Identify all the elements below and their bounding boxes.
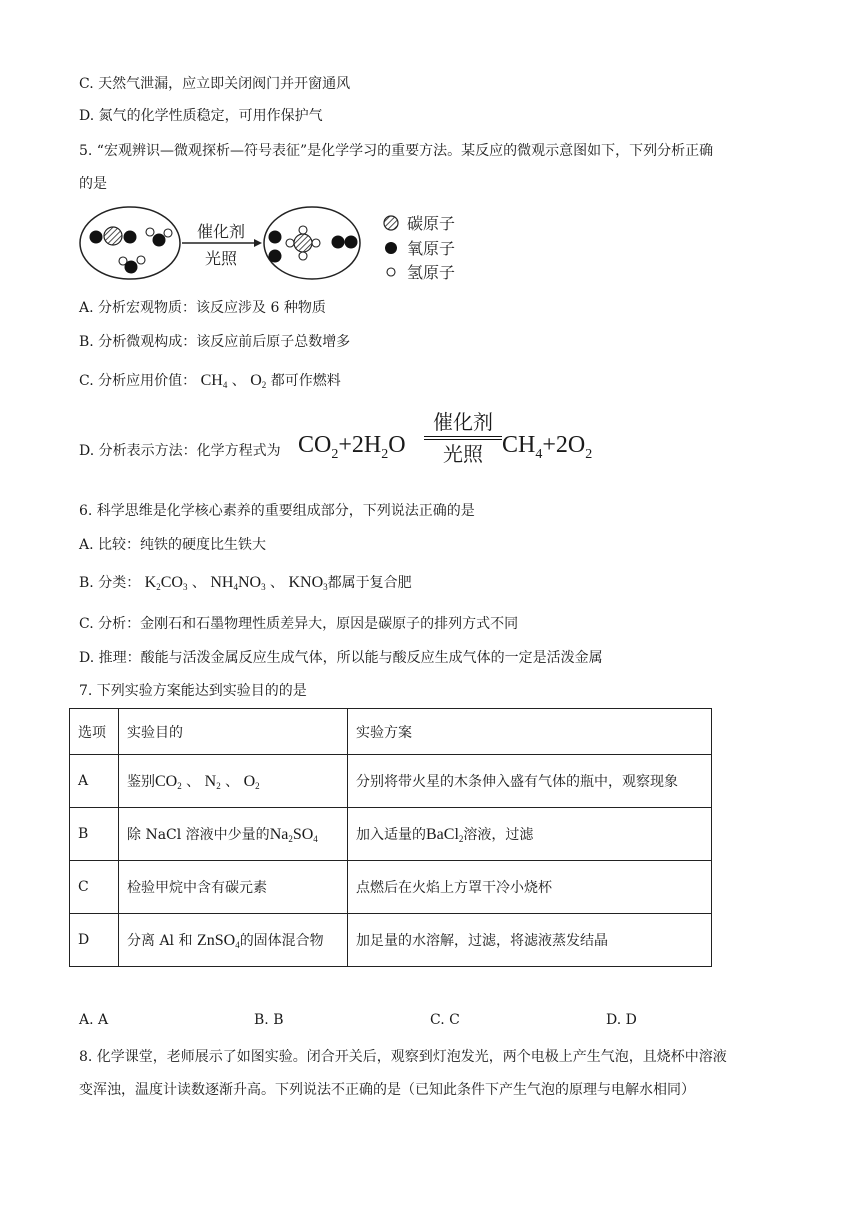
formula-k2co3: $K_2CO_3$	[144, 574, 188, 592]
equation-light: 光照	[443, 442, 483, 466]
oxygen-atom	[125, 261, 138, 274]
option-a6: A. 比较：纯铁的硬度比生铁大	[79, 537, 267, 553]
answer-option-a[interactable]: A. A	[79, 1012, 109, 1028]
option-c5-prefix: C. 分析应用价值：	[79, 373, 197, 389]
arrow-condition-bottom: 光照	[204, 249, 238, 268]
answer-option-d[interactable]: D. D	[606, 1012, 637, 1028]
formula-kno3: $KNO_3$	[288, 574, 328, 592]
hydrogen-atom	[299, 226, 307, 234]
legend-hydrogen-icon	[387, 268, 395, 276]
table-header-row	[70, 709, 712, 755]
option-c6: C. 分析：金刚石和石墨物理性质差异大，原因是碳原子的排列方式不同	[79, 616, 519, 632]
option-b6: B. 分类： $K_2CO_3$ 、 $NH_4NO_3$ 、 $KNO_3$都属于复合肥	[79, 574, 412, 592]
question-5-line2: 的是	[79, 176, 107, 192]
equation-catalyst: 催化剂	[433, 410, 493, 434]
experiment-table	[69, 708, 712, 967]
question-6: 6. 科学思维是化学核心素养的重要组成部分，下列说法正确的是	[79, 503, 475, 519]
question-5-line1: 5. “宏观辨识—微观探析—符号表征”是化学学习的重要方法。某反应的微观示意图如下，下列分析正确	[79, 143, 714, 159]
question-8-line1: 8. 化学课堂，老师展示了如图实验。闭合开关后，观察到灯泡发光，两个电极上产生气泡，且烧杯中溶液	[79, 1049, 727, 1065]
option-d6: D. 推理：酸能与活泼金属反应生成气体，所以能与酸反应生成气体的一定是活泼金属	[79, 650, 603, 666]
table-cell-method: 点燃后在火焰上方罩干冷小烧杯	[348, 861, 712, 914]
equation-condition	[424, 410, 502, 466]
legend-hydrogen-label: 氢原子	[407, 263, 456, 282]
equation-equals-sign	[424, 436, 502, 440]
table-cell-option: B	[70, 808, 119, 861]
table-row	[70, 861, 712, 914]
hydrogen-atom	[137, 256, 145, 264]
table-header-option: 选项	[70, 709, 119, 755]
legend-oxygen-icon	[385, 242, 397, 254]
oxygen-atom	[332, 236, 345, 249]
carbon-atom	[104, 227, 122, 245]
option-d4: D. 氮气的化学性质稳定，可用作保护气	[79, 108, 323, 124]
table-header-method: 实验方案	[348, 709, 712, 755]
formula-ch4: $CH_4$	[200, 372, 228, 390]
option-a5: A. 分析宏观物质：该反应涉及 6 种物质	[79, 300, 326, 316]
formula-nh4no3: $NH_4NO_3$	[210, 574, 266, 592]
hydrogen-atom	[312, 239, 320, 247]
legend-oxygen-label: 氧原子	[407, 239, 456, 258]
question-7: 7. 下列实验方案能达到实验目的的是	[79, 683, 307, 699]
oxygen-atom	[153, 234, 166, 247]
formula-o2: $O_2$	[250, 372, 267, 390]
oxygen-atom	[269, 250, 282, 263]
table-row	[70, 755, 712, 808]
option-c5: C. 分析应用价值： $CH_4$ 、 $O_2$ 都可作燃料	[79, 372, 341, 390]
table-cell-method: 加足量的水溶解，过滤，将滤液蒸发结晶	[348, 914, 712, 967]
table-cell-method: 分别将带火星的木条伸入盛有气体的瓶中，观察现象	[348, 755, 712, 808]
table-cell-purpose: 分离 Al 和 ZnSO$_4$的固体混合物	[119, 914, 348, 967]
table-row	[70, 808, 712, 861]
hydrogen-atom	[299, 252, 307, 260]
reaction-diagram	[79, 204, 479, 284]
table-cell-purpose: 检验甲烷中含有碳元素	[119, 861, 348, 914]
table-header-purpose: 实验目的	[119, 709, 348, 755]
table-cell-purpose: 除 NaCl 溶液中少量的$Na_2SO_4$	[119, 808, 348, 861]
answer-option-c[interactable]: C. C	[430, 1012, 460, 1028]
equation-products: $CH_4+2O_2$	[502, 432, 593, 462]
hydrogen-atom	[164, 229, 172, 237]
legend-carbon-icon	[384, 216, 398, 230]
answer-option-b[interactable]: B. B	[254, 1012, 284, 1028]
legend-carbon-label: 碳原子	[407, 214, 456, 233]
oxygen-atom	[90, 231, 103, 244]
equation-reactants: $CO_2+2H_2O$	[298, 432, 406, 462]
option-c4: C. 天然气泄漏，应立即关闭阀门并开窗通风	[79, 76, 351, 92]
option-c5-suffix: 都可作燃料	[270, 373, 341, 389]
option-d5-prefix: D. 分析表示方法：化学方程式为	[79, 443, 281, 459]
table-row	[70, 914, 712, 967]
arrow-condition-top: 催化剂	[196, 222, 246, 241]
oxygen-atom	[345, 236, 358, 249]
table-cell-purpose: 鉴别$CO_2$ 、 $N_2$ 、 $O_2$	[119, 755, 348, 808]
table-cell-method: 加入适量的BaCl$_2$溶液，过滤	[348, 808, 712, 861]
option-b6-suffix: 都属于复合肥	[327, 575, 412, 591]
question-8-line2: 变浑浊，温度计读数逐渐升高。下列说法不正确的是（已知此条件下产生气泡的原理与电解水相同）	[79, 1082, 695, 1098]
table-cell-option: C	[70, 861, 119, 914]
table-cell-option: D	[70, 914, 119, 967]
table-cell-option: A	[70, 755, 119, 808]
option-b5: B. 分析微观构成：该反应前后原子总数增多	[79, 334, 351, 350]
carbon-atom	[294, 234, 312, 252]
hydrogen-atom	[286, 239, 294, 247]
hydrogen-atom	[146, 228, 154, 236]
oxygen-atom	[269, 231, 282, 244]
option-b6-prefix: B. 分类：	[79, 575, 141, 591]
oxygen-atom	[124, 231, 137, 244]
